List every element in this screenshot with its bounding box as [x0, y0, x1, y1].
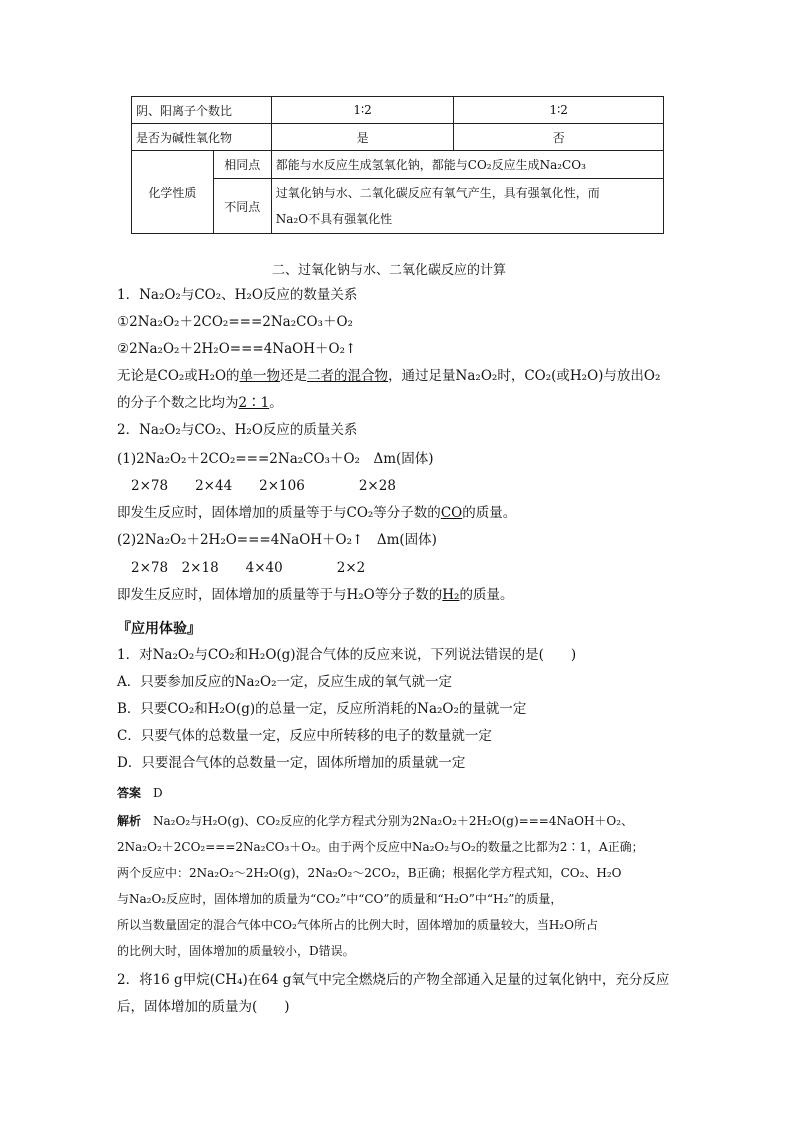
equation-h2o: ②2Na₂O₂＋2H₂O===4NaOH＋O₂↑ — [117, 341, 357, 357]
difference-line-2: Na₂O不具有强氧化性 — [275, 212, 393, 226]
cell-na2o2-ratio: 1∶2 — [454, 97, 664, 124]
application-heading: 『应用体验』 — [117, 621, 201, 637]
mass-values-h2o: 2×78 2×18 4×40 2×2 — [131, 560, 366, 576]
question-2-line-1: 2．将16 g甲烷(CH₄)在64 g氧气中完全燃烧后的产物全部通入足量的过氧化钠中，充分反应 — [117, 972, 670, 988]
mixture-statement: 无论是CO₂或H₂O的单一物还是二者的混合物，通过足量Na₂O₂时，CO₂(或H₂O)与放出O₂ — [117, 368, 661, 384]
explanation: 解析 Na₂O₂与H₂O(g)、CO₂反应的化学方程式分别为2Na₂O₂＋2H₂O(g)===4NaOH＋O₂、 2Na₂O₂＋2CO₂===2Na₂CO₃＋O₂。由于两个反应中Na₂O₂与O₂的数量之比都为2∶1，A正确； 两个反应中：2Na₂O₂～2H₂O(g)，2Na₂O₂～2CO₂，B正确；根据化学方程式知，CO₂、H₂O 与Na₂O₂反应时，固体增加的质量为“CO₂”中“CO”的质量和“H₂O”中“H₂”的质量， 所以当数量固定的混合气体中CO₂气体所占的比例大时，固体增加的质量较大，当H₂O所占 的比例大时，固体增加的质量较小，D错误。 — [117, 814, 644, 958]
section-title: 二、过氧化钠与水、二氧化碳反应的计算 — [272, 263, 507, 278]
mass-conclusion-co: 即发生反应时，固体增加的质量等于与CO₂等分子数的CO的质量。 — [117, 505, 517, 521]
line-mass-relation: 2．Na₂O₂与CO₂、H₂O反应的质量关系 — [117, 422, 358, 438]
question-1-option-b: B．只要CO₂和H₂O(g)的总量一定，反应所消耗的Na₂O₂的量就一定 — [117, 701, 527, 717]
cell-na2o-basic: 是 — [271, 124, 454, 151]
question-1-option-a: A．只要参加反应的Na₂O₂一定，反应生成的氧气就一定 — [117, 674, 453, 690]
question-1-option-d: D．只要混合气体的总数量一定，固体所增加的质量就一定 — [117, 755, 466, 771]
row-label-ion-ratio: 阴、阳离子个数比 — [132, 97, 272, 124]
cell-similarity: 都能与水反应生成氢氧化钠，都能与CO₂反应生成Na₂CO₃ — [271, 151, 663, 179]
answer-line: 答案 D — [117, 786, 163, 800]
label-similarity: 相同点 — [213, 151, 271, 179]
line-quantity-relation: 1．Na₂O₂与CO₂、H₂O反应的数量关系 — [117, 287, 358, 303]
cell-na2o2-basic: 否 — [454, 124, 664, 151]
question-1-option-c: C．只要气体的总数量一定，反应中所转移的电子的数量就一定 — [117, 728, 492, 744]
mass-conclusion-h2: 即发生反应时，固体增加的质量等于与H₂O等分子数的H₂的质量。 — [117, 587, 514, 603]
question-2-line-2: 后，固体增加的质量为( ) — [117, 999, 290, 1015]
mass-equation-h2o: (2)2Na₂O₂＋2H₂O===4NaOH＋O₂↑ Δm(固体) — [117, 532, 437, 548]
comparison-table — [131, 96, 664, 234]
equation-co2: ①2Na₂O₂＋2CO₂===2Na₂CO₃＋O₂ — [117, 314, 353, 330]
question-1-stem: 1．对Na₂O₂与CO₂和H₂O(g)混合气体的反应来说，下列说法错误的是( ) — [117, 647, 577, 663]
row-label-chemical-properties: 化学性质 — [132, 151, 214, 234]
ratio-statement: 的分子个数之比均为2∶1。 — [117, 395, 283, 411]
label-difference: 不同点 — [213, 179, 271, 234]
row-label-basic-oxide: 是否为碱性氧化物 — [132, 124, 272, 151]
cell-difference — [271, 179, 663, 234]
cell-na2o-ratio: 1∶2 — [271, 97, 454, 124]
difference-line-1: 过氧化钠与水、二氧化碳反应有氧气产生，具有强氧化性，而 — [275, 186, 600, 200]
mass-equation-co2: (1)2Na₂O₂＋2CO₂===2Na₂CO₃＋O₂ Δm(固体) — [117, 451, 434, 467]
mass-values-co2: 2×78 2×44 2×106 2×28 — [131, 478, 396, 494]
